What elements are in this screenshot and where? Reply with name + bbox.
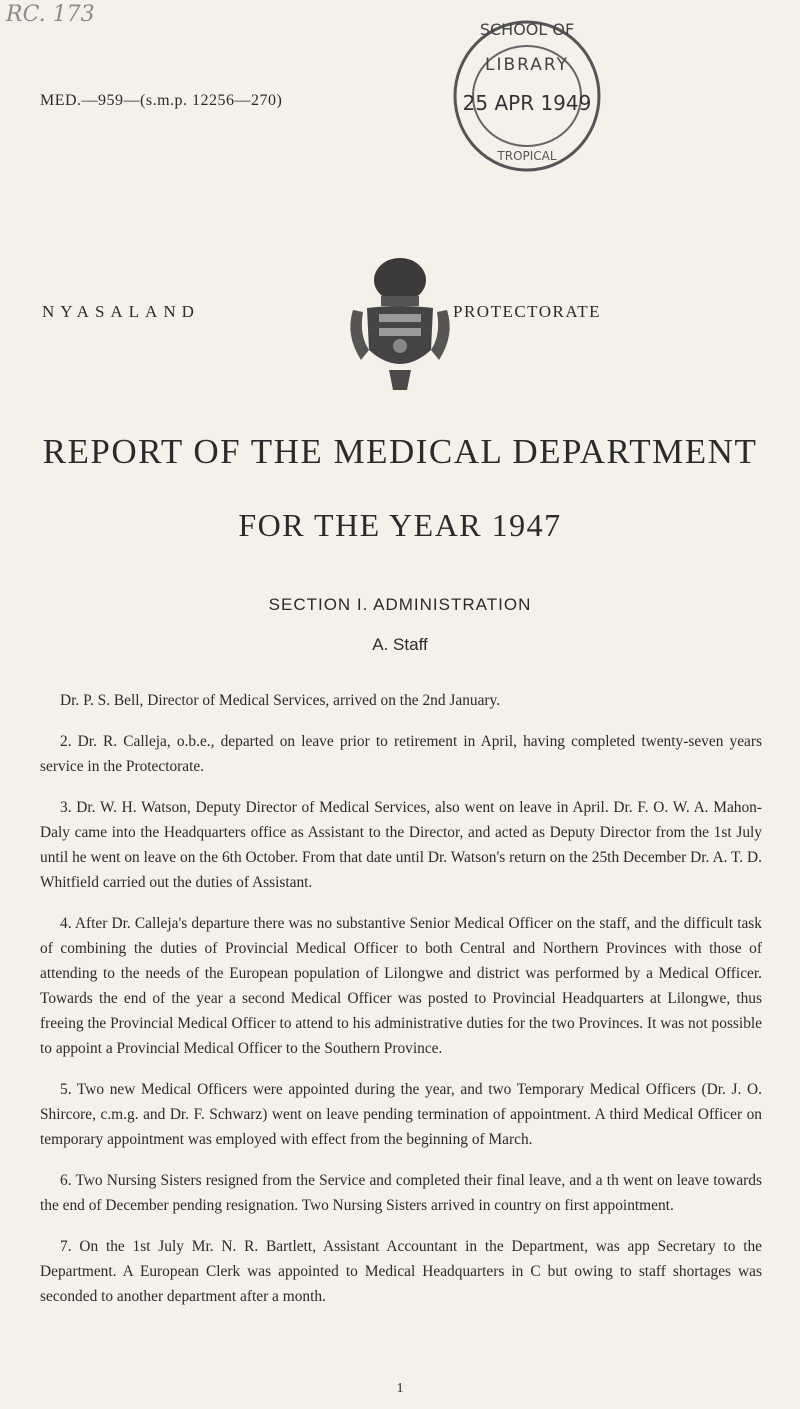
coat-of-arms-emblem (345, 250, 455, 395)
protectorate-label: PROTECTORATE (453, 302, 602, 321)
report-title: REPORT OF THE MEDICAL DEPARTMENT (42, 432, 758, 471)
page-number: 1 (396, 1381, 404, 1396)
stamp-bottom-text: TROPICAL (497, 149, 557, 163)
stamp-date-text: 25 APR 1949 (462, 91, 592, 115)
stamp-library-text: LIBRARY (484, 55, 570, 75)
paragraph: 3. Dr. W. H. Watson, Deputy Director of Medical Services, also went on leave in April. Dr. F. O. W. A. Mahon-Daly came into the Headquarters office as Assistant to the Director, and acted as Deputy Director from the 1st July until he went on leave on the 6th October. From that date until Dr. Watson's return on the 25th December Dr. A. T. D. Whitfield carried out the duties of Assistant. (40, 799, 762, 891)
paragraph: 7. On the 1st July Mr. N. R. Bartlett, Assistant Accountant in the Department, was app Secretary to the Department. A European Clerk was appointed to Medical Headquarters in C but owing to staff shortages was seconded to another department after a month. (40, 1238, 762, 1305)
subheading: A. Staff (372, 635, 428, 654)
paragraph: Dr. P. S. Bell, Director of Medical Services, arrived on the 2nd January. (60, 692, 501, 709)
reference-line: MED.—959—(s.m.p. 12256—270) (40, 92, 283, 109)
paragraph: 5. Two new Medical Officers were appointed during the year, and two Temporary Medical Officers (Dr. J. O. Shircore, c.m.g. and Dr. F. Schwarz) went on leave pending termination of appointment. A third Medical Officer on temporary appointment was employed with effect from the beginning of March. (40, 1081, 762, 1148)
handwritten-note: RC. 173 (6, 2, 95, 27)
paragraph: 2. Dr. R. Calleja, o.b.e., departed on leave prior to retirement in April, having completed twenty-seven years service in the Protectorate. (40, 733, 762, 775)
paragraph: 4. After Dr. Calleja's departure there was no substantive Senior Medical Officer on the staff, and the difficult task of combining the duties of Provincial Medical Officer to both Central and Northern Provinces with those of attending to the needs of the European population of Lilongwe and district was performed by a Medical Officer. Towards the end of the year a second Medical Officer was posted to Provincial Headquarters at Lilongwe, thus freeing the Provincial Medical Officer to attend to his administrative duties for the two Provinces. It was not possible to appoint a Provincial Medical Officer to the Southern Province. (40, 915, 762, 1057)
report-year: FOR THE YEAR 1947 (238, 507, 562, 543)
library-stamp (445, 10, 605, 178)
body-text (40, 688, 762, 1325)
paragraph: 6. Two Nursing Sisters resigned from the Service and completed their final leave, and a th went on leave towards the end of December pending resignation. Two Nursing Sisters arrived in country on first appointment. (40, 1172, 762, 1214)
section-heading: SECTION I. ADMINISTRATION (268, 595, 532, 614)
stamp-top-text: SCHOOL OF (479, 20, 575, 39)
country-name: NYASALAND (42, 302, 200, 321)
